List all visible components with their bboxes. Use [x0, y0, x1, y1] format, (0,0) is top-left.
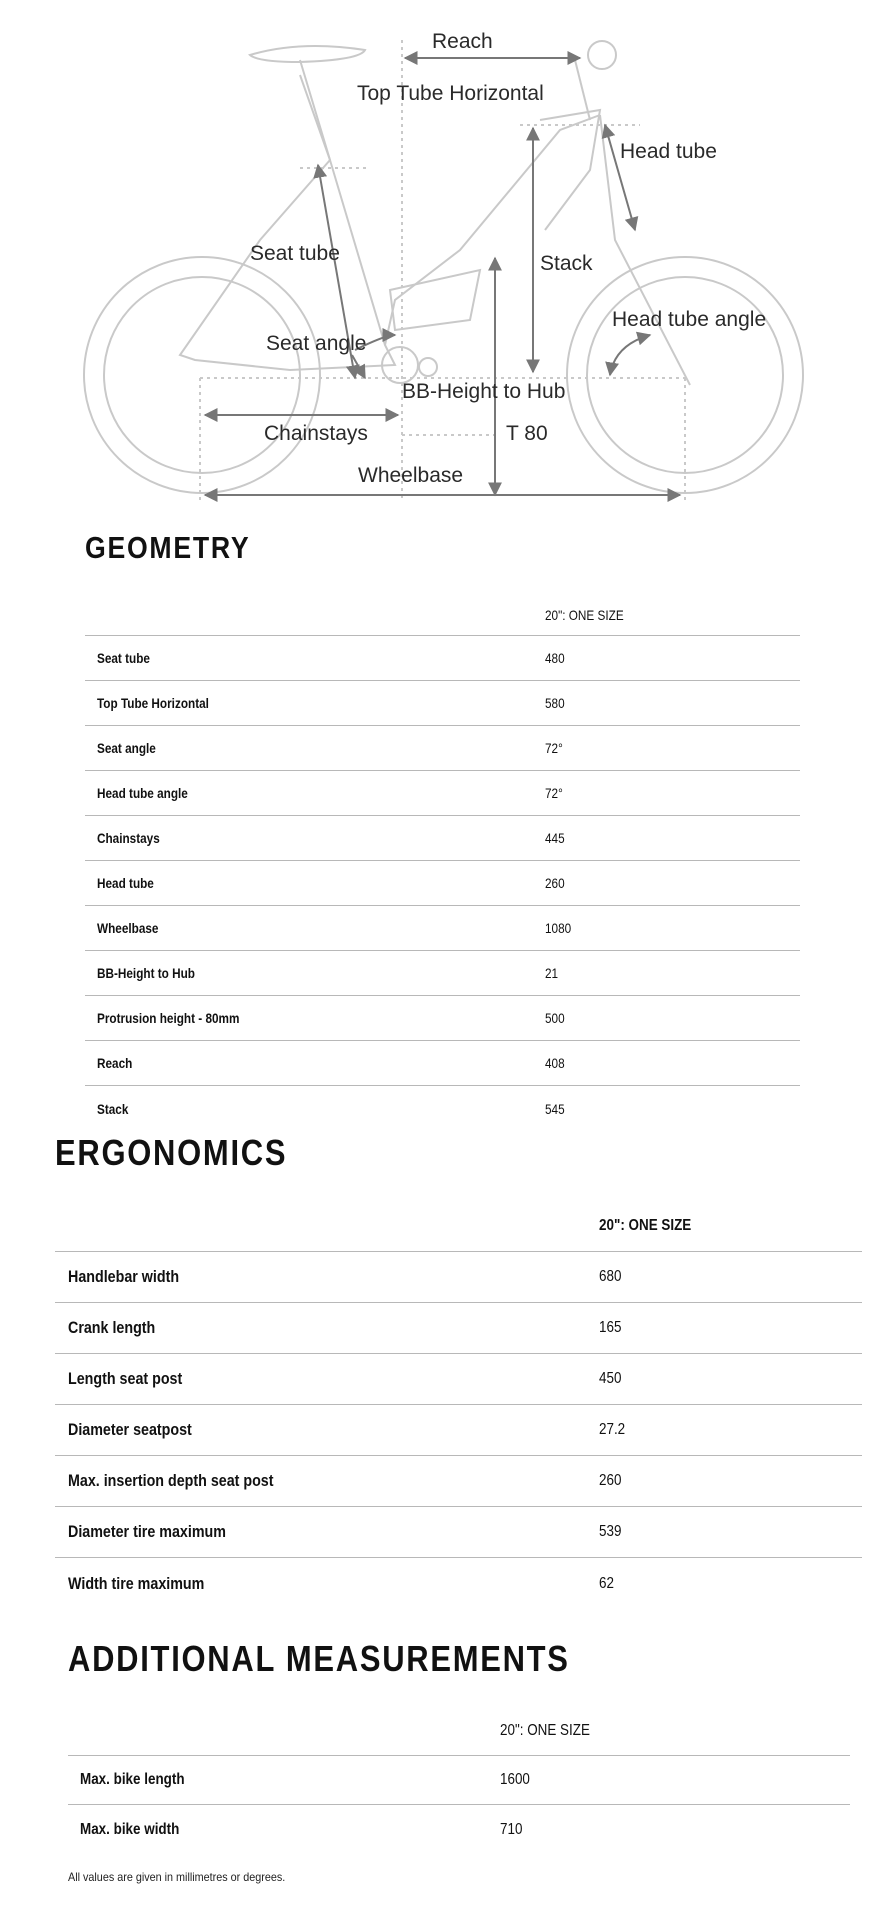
table-row	[85, 906, 800, 951]
row-label: Protrusion height - 80mm	[97, 1010, 240, 1026]
row-value: 21	[545, 965, 559, 981]
row-value: 62	[599, 1574, 614, 1592]
saddle	[250, 46, 365, 62]
table-row	[55, 1303, 862, 1354]
row-label: Crank length	[68, 1318, 156, 1337]
label-bb-height-to-hub: BB-Height to Hub	[402, 380, 566, 403]
row-label: Head tube	[97, 875, 154, 891]
additional-measurements-title: ADDITIONAL MEASUREMENTS	[68, 1638, 570, 1679]
table-header-row	[68, 1707, 850, 1756]
row-value: 539	[599, 1523, 622, 1540]
row-label: Stack	[97, 1100, 129, 1117]
row-value: 500	[545, 1010, 565, 1026]
row-label: Chainstays	[97, 830, 160, 846]
label-t80: T 80	[506, 422, 548, 445]
table-row	[68, 1756, 850, 1805]
stem	[575, 60, 590, 120]
table-row	[85, 681, 800, 726]
table-row	[85, 816, 800, 861]
table-row	[85, 726, 800, 771]
row-value: 445	[545, 830, 565, 846]
units-footnote: All values are given in millimetres or degrees.	[68, 1870, 286, 1884]
row-value: 72°	[545, 785, 563, 801]
geometry-table	[85, 594, 800, 1131]
label-head-tube-angle: Head tube angle	[612, 308, 767, 331]
ergonomics-title: ERGONOMICS	[55, 1132, 288, 1173]
table-row	[85, 771, 800, 816]
size-header: 20": ONE SIZE	[500, 1722, 590, 1739]
row-label: Seat angle	[97, 740, 156, 756]
row-value: 480	[545, 650, 565, 666]
table-row	[55, 1252, 862, 1303]
additional-measurements-table	[68, 1707, 850, 1854]
size-header: 20": ONE SIZE	[599, 1217, 692, 1234]
row-label: Max. insertion depth seat post	[68, 1471, 274, 1490]
table-row	[55, 1405, 862, 1456]
row-label: Head tube angle	[97, 785, 188, 801]
row-label: Reach	[97, 1055, 133, 1071]
row-value: 165	[599, 1319, 622, 1336]
row-label: Diameter seatpost	[68, 1420, 192, 1439]
row-value: 260	[599, 1472, 622, 1489]
row-label: BB-Height to Hub	[97, 965, 195, 981]
row-value: 710	[500, 1820, 523, 1838]
table-row	[68, 1805, 850, 1854]
row-label: Max. bike length	[80, 1771, 185, 1788]
bike-drawing	[0, 0, 895, 510]
label-head-tube: Head tube	[620, 140, 717, 163]
table-row	[85, 861, 800, 906]
row-value: 72°	[545, 740, 563, 756]
row-value: 580	[545, 695, 565, 711]
handlebar-grip	[588, 41, 616, 69]
table-row	[85, 1086, 800, 1131]
row-label: Width tire maximum	[68, 1573, 205, 1593]
table-header-row	[55, 1201, 862, 1252]
label-wheelbase: Wheelbase	[358, 464, 464, 487]
row-label: Handlebar width	[68, 1267, 180, 1286]
row-value: 260	[545, 875, 565, 891]
bike-geometry-diagram	[0, 0, 895, 510]
size-header: 20": ONE SIZE	[545, 606, 624, 623]
label-seat-tube: Seat tube	[250, 242, 340, 265]
battery-outline	[390, 270, 480, 330]
seat-post	[300, 60, 330, 160]
row-value: 1600	[500, 1771, 530, 1788]
head-tube-angle-arrow	[610, 335, 650, 375]
row-label: Wheelbase	[97, 920, 159, 936]
row-label: Length seat post	[68, 1369, 183, 1388]
row-label: Diameter tire maximum	[68, 1522, 226, 1541]
label-stack: Stack	[540, 252, 593, 275]
row-value: 545	[545, 1100, 565, 1117]
rear-wheel-outer	[84, 257, 320, 493]
table-row	[85, 1041, 800, 1086]
row-label: Seat tube	[97, 650, 150, 666]
table-row	[55, 1507, 862, 1558]
label-reach: Reach	[432, 30, 493, 53]
table-row	[55, 1354, 862, 1405]
table-row	[85, 996, 800, 1041]
row-value: 408	[545, 1055, 565, 1071]
label-top-tube-horizontal: Top Tube Horizontal	[357, 82, 544, 105]
label-seat-angle: Seat angle	[266, 332, 367, 355]
row-value: 1080	[545, 920, 572, 936]
top-frame	[540, 110, 600, 230]
row-value: 450	[599, 1370, 622, 1387]
row-label: Top Tube Horizontal	[97, 695, 209, 711]
table-header-row	[85, 594, 800, 636]
table-row	[85, 951, 800, 996]
table-row	[85, 636, 800, 681]
chainring	[419, 358, 437, 376]
row-value: 27.2	[599, 1421, 626, 1438]
table-row	[55, 1558, 862, 1609]
ergonomics-table	[55, 1201, 862, 1609]
label-chainstays: Chainstays	[264, 422, 368, 445]
row-label: Max. bike width	[80, 1820, 180, 1838]
row-value: 680	[599, 1268, 622, 1285]
table-row	[55, 1456, 862, 1507]
geometry-title: GEOMETRY	[85, 530, 251, 565]
